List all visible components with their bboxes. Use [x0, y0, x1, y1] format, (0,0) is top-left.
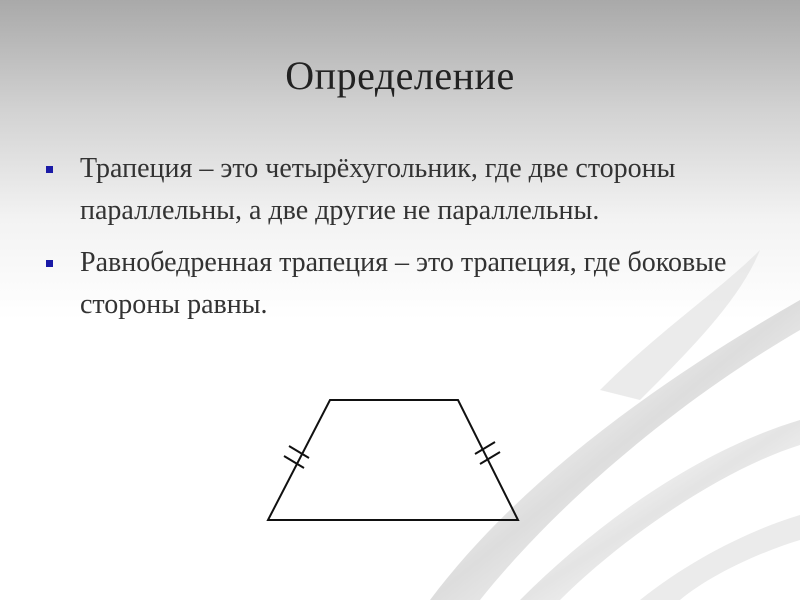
bullet-text: Трапеция – это четырёхугольник, где две стороны параллельны, а две другие не параллельны. [80, 153, 676, 226]
bullet-list [46, 148, 766, 336]
bullet-square-icon [46, 166, 53, 173]
slide-title: Определение [285, 53, 515, 98]
isosceles-trapezoid-figure [260, 392, 530, 532]
bullet-item [46, 148, 766, 232]
trapezoid-outline [268, 400, 518, 520]
bullet-text: Равнобедренная трапеция – это трапеция, где боковые стороны равны. [80, 247, 727, 320]
bullet-square-icon [46, 260, 53, 267]
bullet-item [46, 242, 766, 326]
